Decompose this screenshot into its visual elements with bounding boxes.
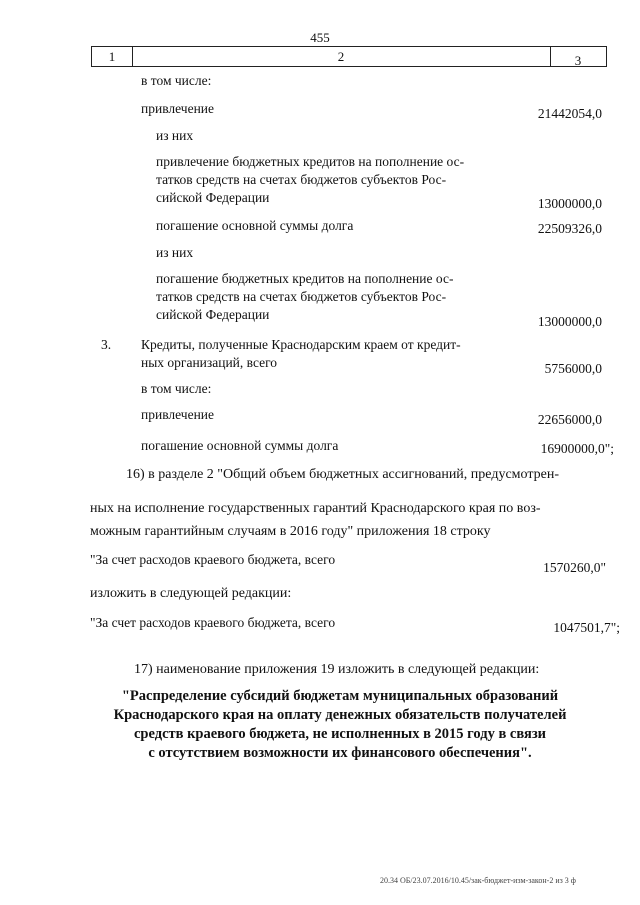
row-label-line: сийской Федерации bbox=[156, 307, 270, 322]
row-label-line: сийской Федерации bbox=[156, 190, 270, 205]
appendix-title-line2: Краснодарского края на оплату денежных обязательств получателей bbox=[113, 707, 567, 723]
quote-line-new: "За счет расходов краевого бюджета, всего bbox=[90, 615, 336, 630]
row-label: из них bbox=[156, 245, 194, 260]
row-label-line: погашение бюджетных кредитов на пополнение ос- bbox=[156, 271, 454, 286]
table-header bbox=[91, 46, 607, 67]
appendix-title-line1: "Распределение субсидий бюджетам муниципальных образований bbox=[121, 688, 559, 704]
col-1-header: 1 bbox=[108, 49, 116, 64]
appendix-title-line4: с отсутствием возможности их финансового обеспечения". bbox=[148, 745, 532, 761]
quote-value-new: 1047501,7"; bbox=[553, 620, 620, 635]
row-label: в том числе: bbox=[141, 381, 212, 396]
col-2-header: 2 bbox=[337, 49, 345, 64]
row-label: в том числе: bbox=[141, 73, 212, 88]
col-3-header: 3 bbox=[574, 53, 582, 68]
row-label: погашение основной суммы долга bbox=[141, 438, 339, 453]
paragraph-16-line1: 16) в разделе 2 "Общий объем бюджетных ассигнований, предусмотрен- bbox=[126, 467, 559, 482]
row-label-line: привлечение бюджетных кредитов на пополнение ос- bbox=[156, 154, 465, 169]
footer-file-stamp: 20.34 ОБ/23.07.2016/10.45/зак-бюджет-изм-закон-2 из 3 ф bbox=[380, 876, 576, 885]
row-value: 16900000,0"; bbox=[540, 441, 614, 456]
row-value: 5756000,0 bbox=[544, 361, 602, 376]
instruction-text: изложить в следующей редакции: bbox=[90, 586, 292, 601]
row-label-line: Кредиты, полученные Краснодарским краем от кредит- bbox=[141, 337, 461, 352]
paragraph-16-line3: можным гарантийным случаям в 2016 году" приложения 18 строку bbox=[90, 524, 491, 539]
row-value: 13000000,0 bbox=[537, 314, 602, 329]
quote-value-old: 1570260,0" bbox=[543, 560, 606, 575]
row-label: погашение основной суммы долга bbox=[156, 218, 354, 233]
row-value: 13000000,0 bbox=[537, 196, 602, 211]
row-label: привлечение bbox=[141, 101, 215, 116]
row-number: 3. bbox=[101, 337, 112, 352]
quote-line-old: "За счет расходов краевого бюджета, всего bbox=[90, 552, 336, 567]
paragraph-16-line2: ных на исполнение государственных гарантий Краснодарского края по воз- bbox=[90, 501, 541, 516]
row-label-line: татков средств на счетах бюджетов субъектов Рос- bbox=[156, 289, 447, 304]
appendix-title-line3: средств краевого бюджета, не исполненных в 2015 году в связи bbox=[133, 726, 547, 742]
page-number: 455 bbox=[310, 30, 330, 45]
row-label-line: татков средств на счетах бюджетов субъектов Рос- bbox=[156, 172, 447, 187]
row-label: привлечение bbox=[141, 407, 215, 422]
paragraph-17: 17) наименование приложения 19 изложить в следующей редакции: bbox=[134, 662, 540, 677]
row-label: из них bbox=[156, 128, 194, 143]
row-value: 22656000,0 bbox=[537, 412, 602, 427]
row-label-line: ных организаций, всего bbox=[141, 355, 278, 370]
row-value: 21442054,0 bbox=[537, 106, 602, 121]
row-value: 22509326,0 bbox=[537, 221, 602, 236]
